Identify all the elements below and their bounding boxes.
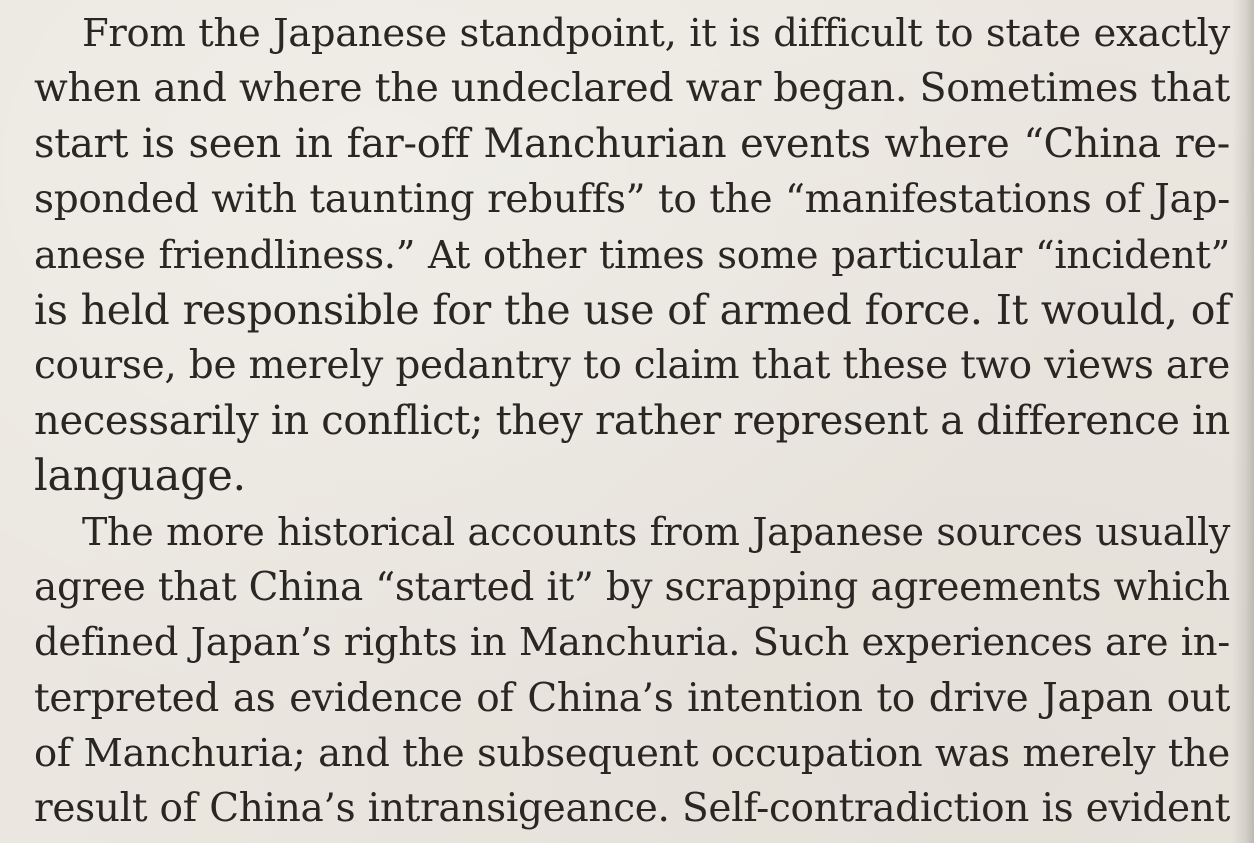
text-line: result of China’s intransigeance. Self-contradiction is evident	[34, 786, 1230, 832]
text-line: of Manchuria; and the subsequent occupation was merely the	[34, 731, 1230, 777]
text-line: The more historical accounts from Japanese sources usually	[82, 509, 1230, 554]
text-line: language.	[34, 451, 246, 502]
text-line: From the Japanese standpoint, it is difficult to state exactly	[82, 11, 1230, 56]
body-text	[34, 6, 1230, 837]
paragraph-2	[34, 505, 1230, 837]
text-line: defined Japan’s rights in Manchuria. Such experiences are in-	[34, 620, 1230, 666]
text-line: start is seen in far-off Manchurian events where “China re-	[34, 120, 1230, 167]
text-line: is held responsible for the use of armed force. It would, of	[34, 285, 1230, 334]
paragraph-1	[34, 6, 1230, 505]
text-line: agree that China “started it” by scrapping agreements which	[34, 564, 1230, 610]
text-line: anese friendliness.” At other times some particular “incident”	[34, 232, 1230, 278]
text-line: sponded with taunting rebuffs” to the “manifestations of Jap-	[34, 177, 1230, 223]
page-edge-shadow	[1232, 0, 1254, 843]
text-line: terpreted as evidence of China’s intention to drive Japan out	[34, 675, 1230, 721]
text-line: when and where the undeclared war began. Sometimes that	[34, 65, 1230, 112]
text-line: course, be merely pedantry to claim that these two views are	[34, 343, 1230, 389]
text-line: necessarily in conflict; they rather represent a difference in	[34, 397, 1230, 444]
